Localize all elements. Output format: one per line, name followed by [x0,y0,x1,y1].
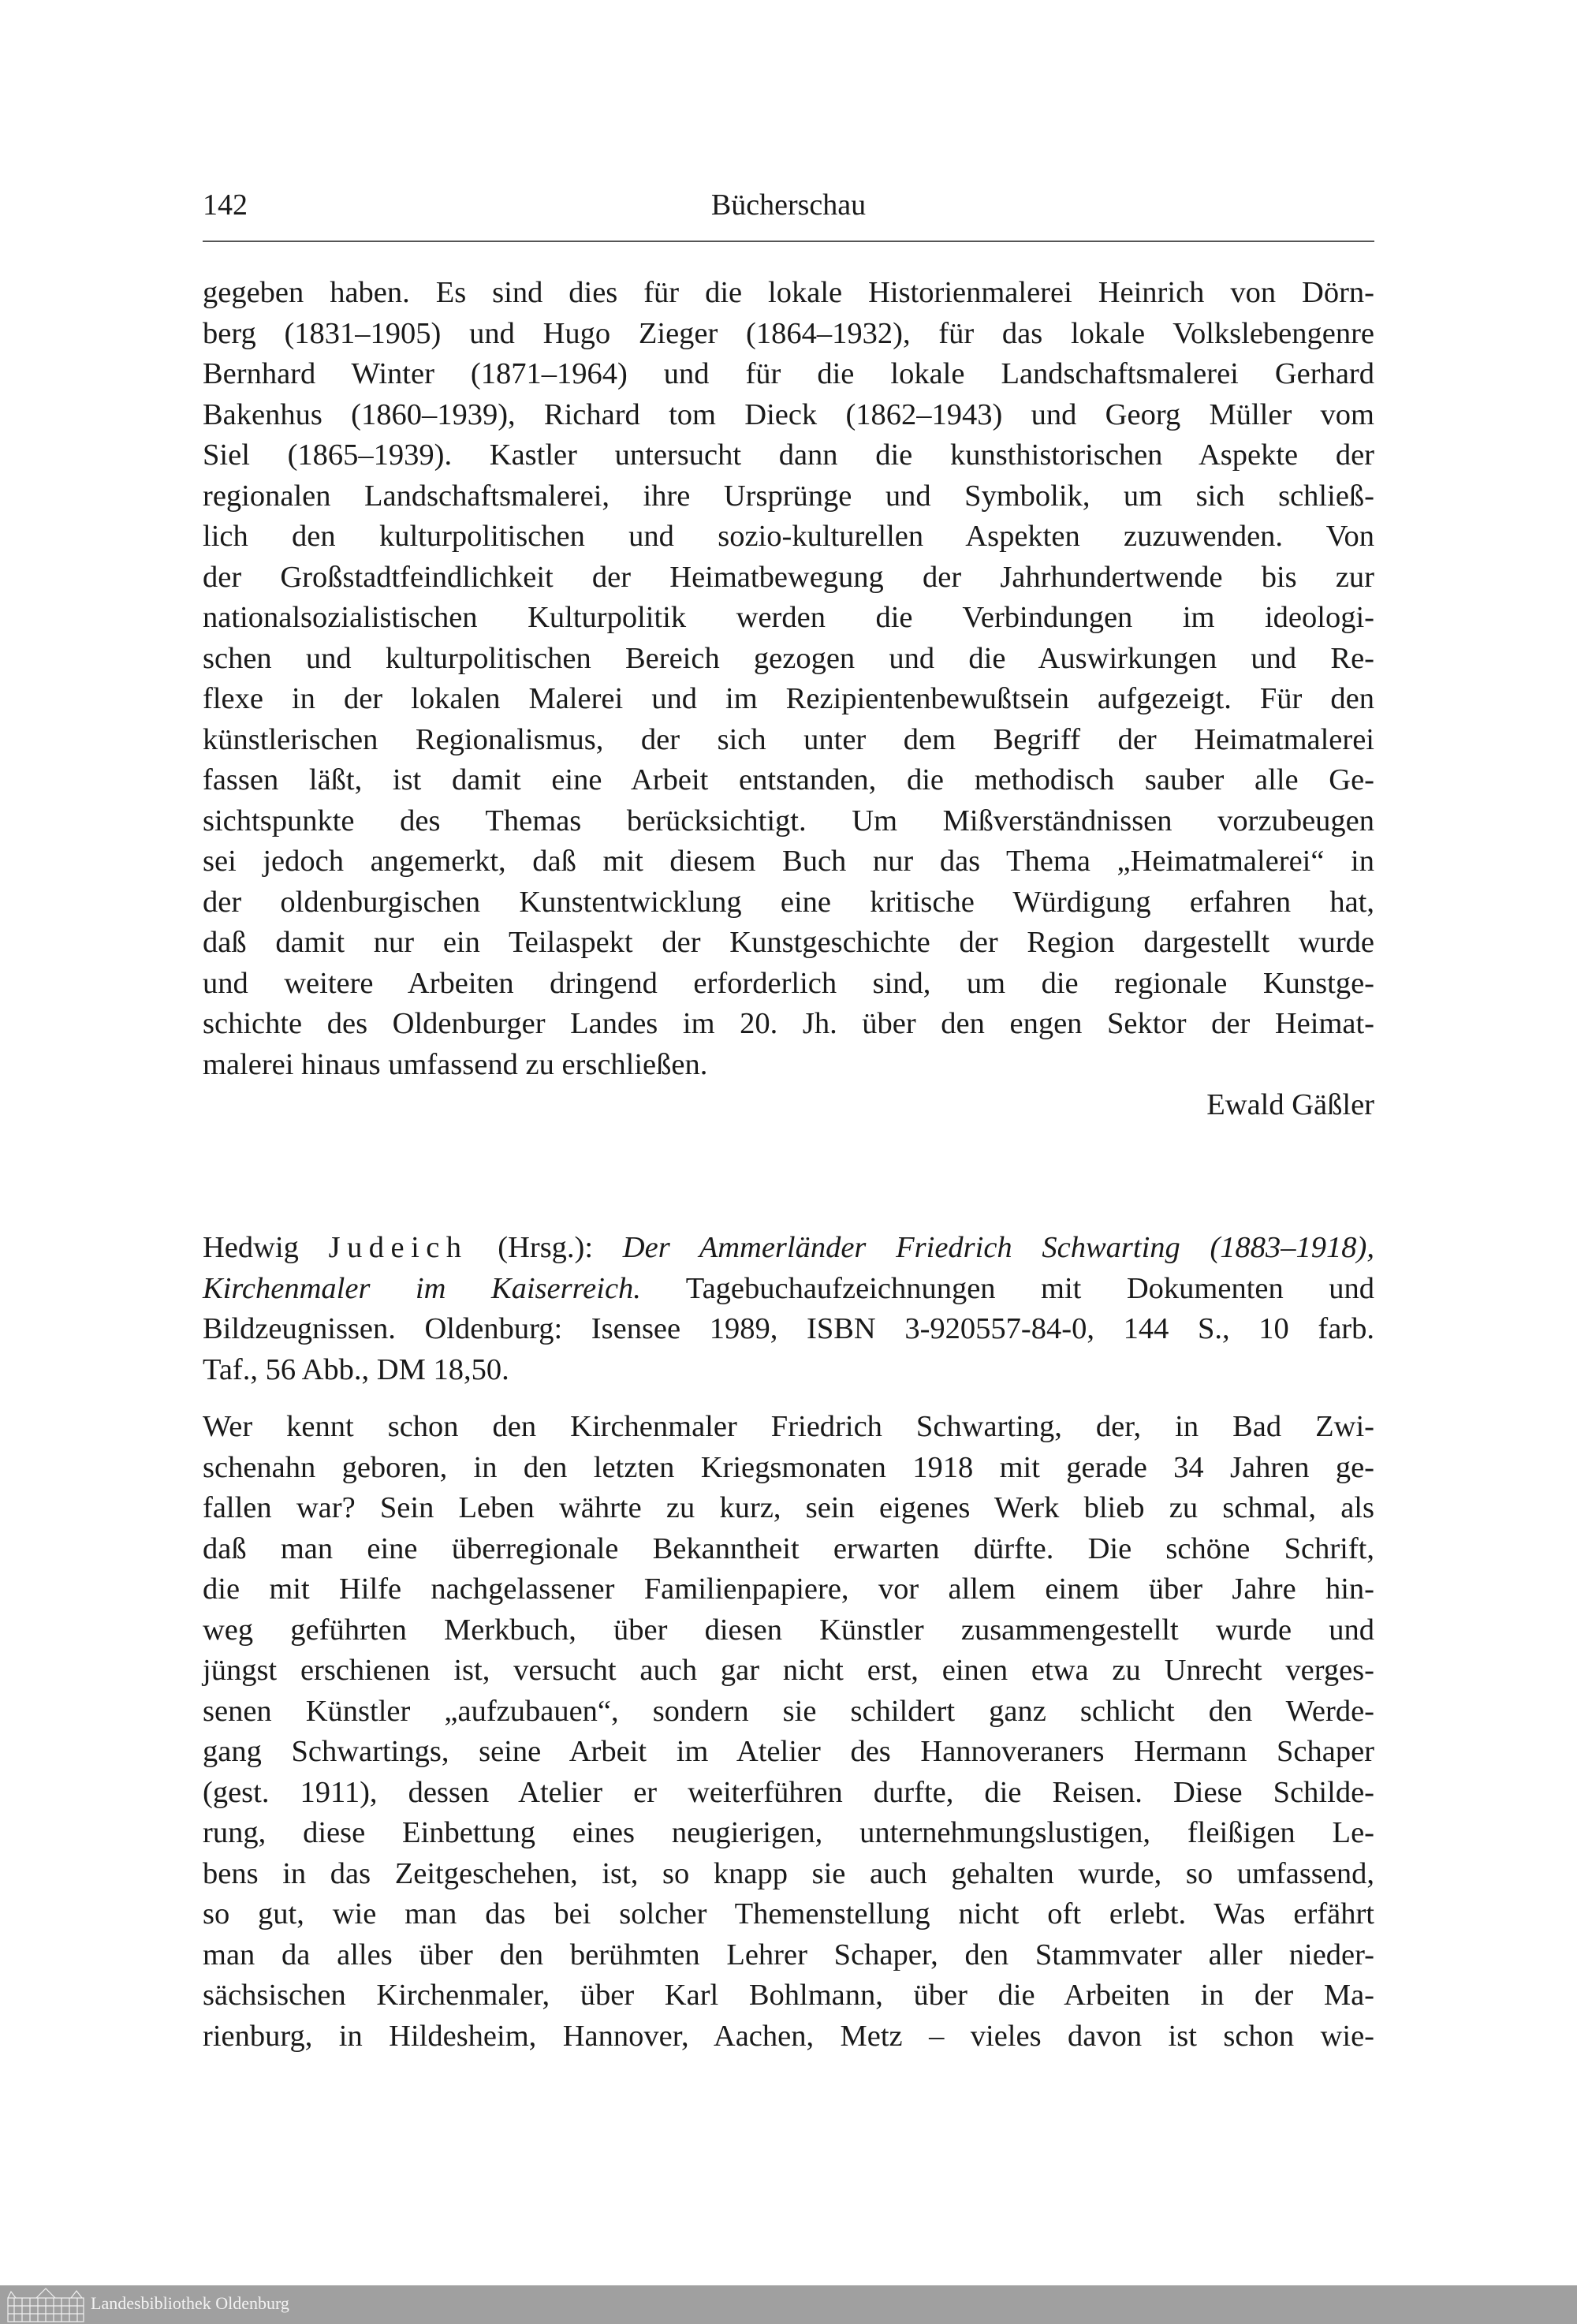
citation-title-cont: Kirchenmaler im Kaiserreich. [203,1271,641,1305]
text-line: so gut, wie man das bei solcher Themenstellung nicht oft erlebt. Was erfährt [203,1897,1374,1930]
library-footer-bar [0,2285,1577,2324]
citation-line [203,1269,1374,1310]
text-line: flexe in der lokalen Malerei und im Rezipientenbewußtsein aufgezeigt. Für den [203,682,1374,715]
text-line: daß damit nur ein Teilaspekt der Kunstgeschichte der Region dargestellt wurde [203,926,1374,959]
citation-line: Bildzeugnissen. Oldenburg: Isensee 1989, ISBN 3-920557-84-0, 144 S., 10 farb. [203,1312,1374,1345]
text-line: fallen war? Sein Leben währte zu kurz, sein eigenes Werk blieb zu schmal, als [203,1491,1374,1524]
library-building-logo [6,2287,85,2322]
text-line: weg geführten Merkbuch, über diesen Künstler zusammengestellt wurde und [203,1613,1374,1647]
text-line: rung, diese Einbettung eines neugierigen, unternehmungslustigen, fleißigen Le- [203,1816,1374,1849]
page-number: 142 [203,188,248,222]
text-line: man da alles über den berühmten Lehrer Schaper, den Stammvater aller nieder- [203,1938,1374,1971]
text-line: daß man eine überregionale Bekanntheit erwarten dürfte. Die schöne Schrift, [203,1531,1374,1565]
text-line: regionalen Landschaftsmalerei, ihre Ursprünge und Symbolik, um sich schließ- [203,479,1374,513]
review-1-body [203,273,1374,1085]
text-line: schen und kulturpolitischen Bereich gezogen und die Auswirkungen und Re- [203,641,1374,675]
citation-title: Der Ammerländer Friedrich Schwarting (1883–1918), [622,1231,1375,1264]
running-head-title: Bücherschau [710,188,867,222]
text-line: jüngst erschienen ist, versucht auch gar nicht erst, einen etwa zu Unrecht verges- [203,1654,1374,1687]
text-line: bens in das Zeitgeschehen, ist, so knapp sie auch gehalten wurde, so umfassend, [203,1856,1374,1890]
library-name: Landesbibliothek Oldenburg [91,2293,289,2313]
text-line: und weitere Arbeiten dringend erforderlich sind, um die regionale Kunstge- [203,966,1374,1000]
text-line: nationalsozialistischen Kulturpolitik werden die Verbindungen im ideologi- [203,601,1374,634]
text-line: schichte des Oldenburger Landes im 20. Jh. über den engen Sektor der Heimat- [203,1007,1374,1040]
citation-editor-note: (Hrsg.): [498,1231,594,1264]
text-line: der Großstadtfeindlichkeit der Heimatbewegung der Jahrhundertwende bis zur [203,560,1374,594]
text-line: schenahn geboren, in den letzten Kriegsmonaten 1918 mit gerade 34 Jahren ge- [203,1450,1374,1484]
text-line: künstlerischen Regionalismus, der sich unter dem Begriff der Heimatmalerei [203,722,1374,756]
text-line: der oldenburgischen Kunstentwicklung eine kritische Würdigung erfahren hat, [203,885,1374,919]
text-line: fassen läßt, ist damit eine Arbeit entstanden, die methodisch sauber alle Ge- [203,763,1374,796]
reviewer-signature: Ewald Gäßler [1206,1088,1374,1121]
review-2-body [203,1407,1374,2057]
text-line: malerei hinaus umfassend zu erschließen. [203,1047,708,1081]
text-line: rienburg, in Hildesheim, Hannover, Aachen, Metz – vieles davon ist schon wie- [203,2019,1374,2053]
citation-line: Taf., 56 Abb., DM 18,50. [203,1352,509,1386]
text-line: die mit Hilfe nachgelassener Familienpapiere, vor allem einem über Jahre hin- [203,1572,1374,1606]
text-line: sichtspunkte des Themas berücksichtigt. Um Mißverständnissen vorzubeugen [203,804,1374,837]
text-line: gang Schwartings, seine Arbeit im Atelier des Hannoveraners Hermann Schaper [203,1735,1374,1768]
citation-subtitle: Tagebuchaufzeichnungen mit Dokumenten und [685,1271,1374,1305]
header-rule [203,241,1374,242]
text-line: Bakenhus (1860–1939), Richard tom Dieck (1862–1943) und Georg Müller vom [203,397,1374,431]
citation-line [203,1228,1374,1269]
text-line: senen Künstler „aufzubauen“, sondern sie schildert ganz schlicht den Werde- [203,1694,1374,1728]
text-line: Siel (1865–1939). Kastler untersucht dann die kunsthistorischen Aspekte der [203,438,1374,472]
citation-author-last: Judeich [328,1231,468,1264]
text-line: Wer kennt schon den Kirchenmaler Friedrich Schwarting, der, in Bad Zwi- [203,1410,1374,1443]
text-line: sei jedoch angemerkt, daß mit diesem Buch nur das Thema „Heimatmalerei“ in [203,845,1374,878]
text-line: (gest. 1911), dessen Atelier er weiterführen durfte, die Reisen. Diese Schilde- [203,1775,1374,1809]
citation-author-first: Hedwig [203,1231,299,1264]
text-line: gegeben haben. Es sind dies für die lokale Historienmalerei Heinrich von Dörn- [203,276,1374,309]
text-line: sächsischen Kirchenmaler, über Karl Bohlmann, über die Arbeiten in der Ma- [203,1979,1374,2012]
text-line: Bernhard Winter (1871–1964) und für die lokale Landschaftsmalerei Gerhard [203,357,1374,390]
review-2-citation [203,1228,1374,1390]
text-line: berg (1831–1905) und Hugo Zieger (1864–1932), für das lokale Volkslebengenre [203,316,1374,350]
text-line: lich den kulturpolitischen und sozio-kulturellen Aspekten zuzuwenden. Von [203,520,1374,553]
running-header [203,188,1374,227]
